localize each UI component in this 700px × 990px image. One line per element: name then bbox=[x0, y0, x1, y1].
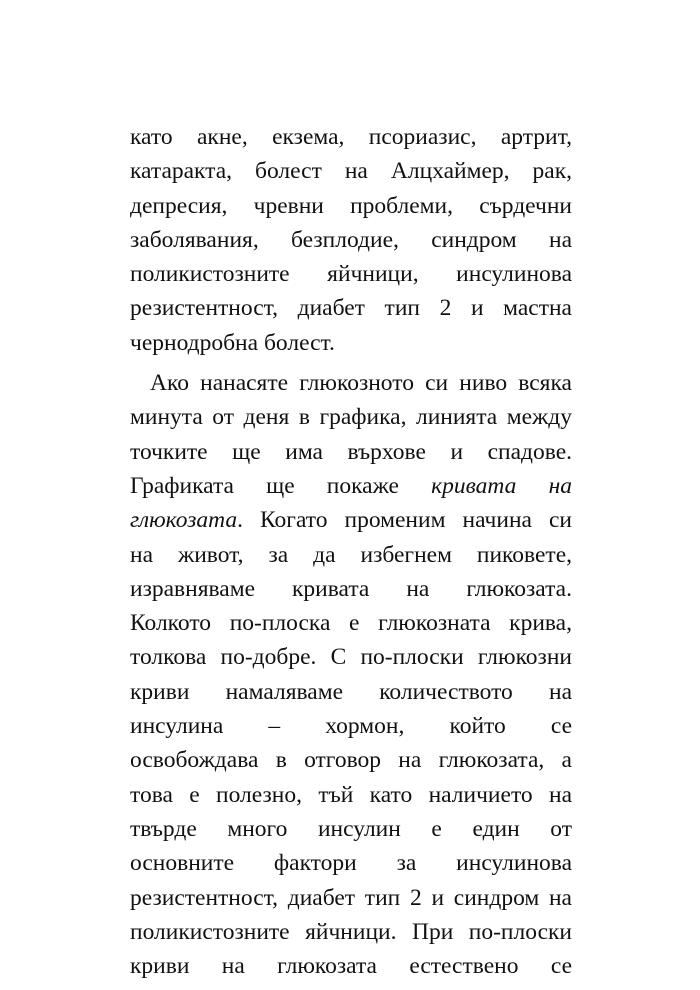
text-line: заболявания, безплодие, синдром на bbox=[130, 226, 572, 253]
text-line: резистентност, диабет тип 2 и мастна bbox=[130, 295, 572, 322]
text-line bbox=[130, 469, 572, 503]
text-line: точките ще има върхове и спадове. bbox=[130, 438, 572, 465]
text-line: освобождава в отговор на глюкозата, а bbox=[130, 747, 572, 774]
text-line: депресия, чревни проблеми, сърдечни bbox=[130, 192, 572, 219]
text-fragment: Графиката ще покаже bbox=[130, 472, 399, 499]
italic-term: кривата на bbox=[431, 472, 572, 499]
text-line: това е полезно, тъй като наличието на bbox=[130, 781, 572, 808]
text-line: Колкото по-плоска е глюкозната крива, bbox=[130, 610, 572, 637]
text-line: поликистозните яйчници. При по-плоски bbox=[130, 918, 572, 945]
text-line: толкова по-добре. С по-плоски глюкозни bbox=[130, 644, 572, 671]
text-line: изравняваме кривата на глюкозата. bbox=[130, 575, 572, 602]
text-line: криви намаляваме количеството на bbox=[130, 678, 572, 705]
text-line: основните фактори за инсулинова bbox=[130, 850, 572, 877]
text-line: чернодробна болест. bbox=[130, 329, 335, 356]
text-line: твърде много инсулин е един от bbox=[130, 815, 572, 842]
text-line: като акне, екзема, псориазис, артрит, bbox=[130, 124, 572, 150]
paragraph-2 bbox=[130, 366, 572, 983]
text-line: катаракта, болест на Алцхаймер, рак, bbox=[130, 158, 572, 185]
body-text bbox=[130, 120, 572, 983]
paragraph-1 bbox=[130, 120, 572, 360]
text-fragment: . Когато променим начина си bbox=[237, 507, 572, 534]
text-line: резистентност, диабет тип 2 и синдром на bbox=[130, 884, 572, 911]
text-line: инсулина – хормон, който се bbox=[130, 713, 572, 740]
text-line bbox=[130, 503, 572, 537]
italic-term: глюкозата bbox=[130, 507, 238, 534]
text-line: минута от деня в графика, линията между bbox=[130, 404, 572, 431]
text-line: на живот, за да избегнем пиковете, bbox=[130, 541, 572, 568]
text-line: Ако нанасяте глюкозното си ниво всяка bbox=[150, 370, 572, 397]
text-line: поликистозните яйчници, инсулинова bbox=[130, 261, 572, 288]
text-line: криви на глюкозата естествено се bbox=[130, 953, 572, 980]
